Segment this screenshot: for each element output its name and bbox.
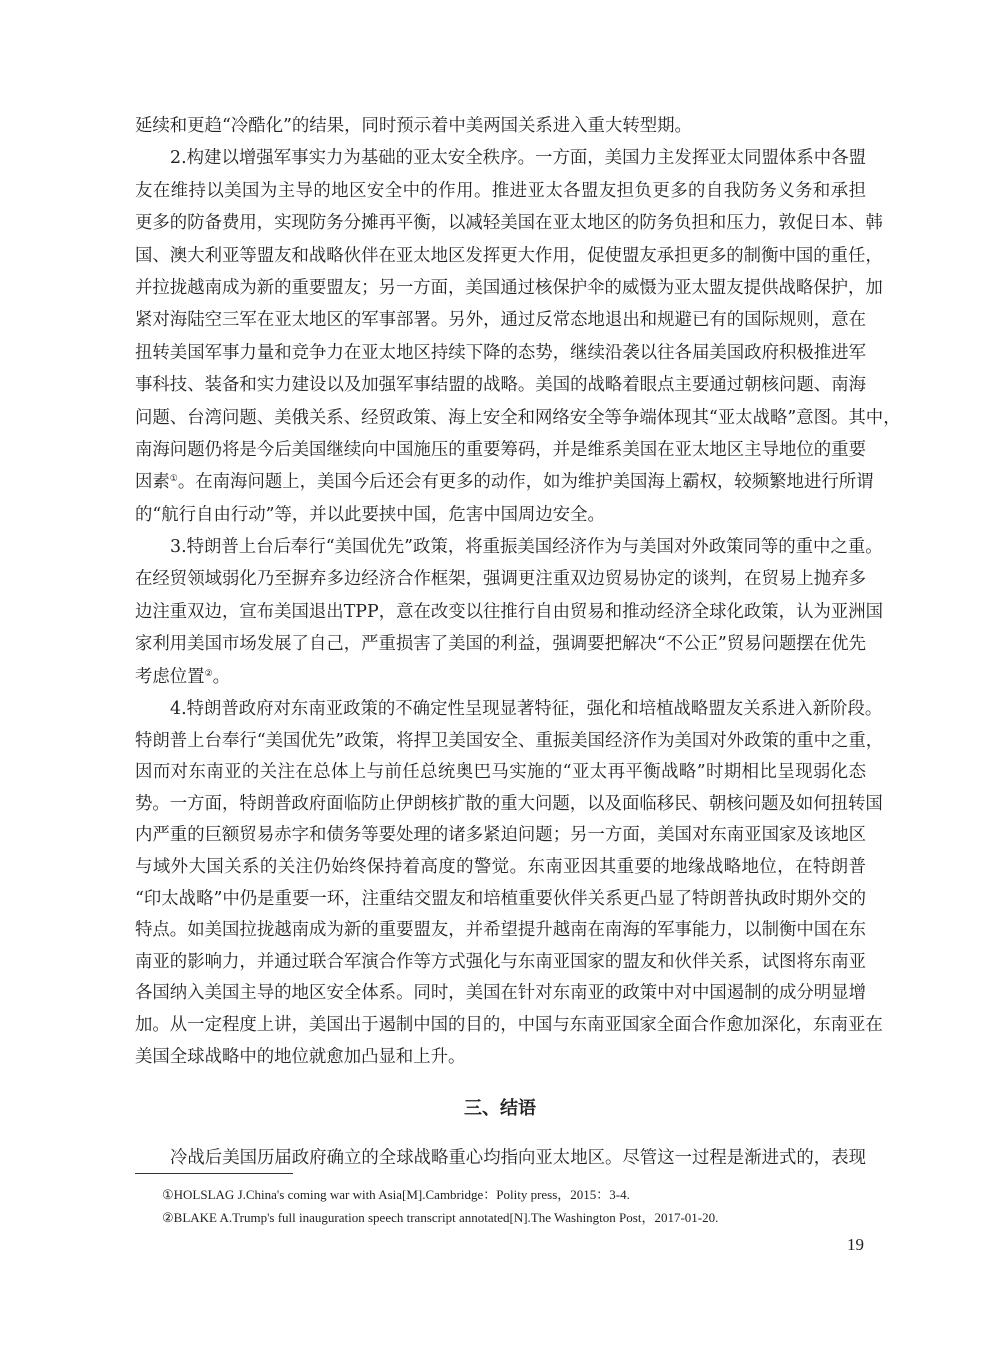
page-number: 19 <box>847 1235 864 1254</box>
text: 因素 <box>135 472 170 493</box>
paragraph-2 <box>135 142 901 531</box>
paragraph-line: 边注重双边，宣布美国退出TPP，意在改变以往推行自由贸易和推动经济全球化政策，认为亚洲国 <box>135 601 884 622</box>
text: 。 <box>212 666 231 687</box>
paragraph-line: 加。从一定程度上讲，美国出于遏制中国的目的，中国与东南亚国家全面合作愈加深化，东南亚在 <box>135 1014 883 1035</box>
paragraph-line: 扭转美国军事力量和竞争力在亚太地区持续下降的态势，继续沿袭以往各届美国政府积极推进军 <box>135 342 866 363</box>
paragraph-line: 4.特朗普政府对东南亚政策的不确定性呈现显著特征，强化和培植战略盟友关系进入新阶段。 <box>170 699 883 719</box>
paragraph-3 <box>135 531 884 693</box>
footnote-divider <box>135 1173 293 1174</box>
paragraph-line: 并拉拢越南成为新的重要盟友；另一方面，美国通过核保护伞的威慑为亚太盟友提供战略保护，加 <box>135 277 883 298</box>
paragraph-line: 各国纳入美国主导的地区安全体系。同时，美国在针对东南亚的政策中对中国遏制的成分明显增 <box>135 983 866 1004</box>
paragraph-line: 友在维持以美国为主导的地区安全中的作用。推进亚太各盟友担负更多的自我防务义务和承担 <box>135 180 866 201</box>
paragraph-line: 美国全球战略中的地位就愈加凸显和上升。 <box>135 1046 466 1067</box>
paragraph-line: 特朗普上台奉行“美国优先”政策，将捍卫美国安全、重振美国经济作为美国对外政策的重中之重， <box>135 730 884 751</box>
paragraph-line <box>135 466 874 498</box>
paragraph-line: 事科技、装备和实力建设以及加强军事结盟的战略。美国的战略着眼点主要通过朝核问题、南海 <box>135 375 866 396</box>
section-heading: 三、结语 <box>464 1098 536 1119</box>
paragraph-line: 3.特朗普上台后奉行“美国优先”政策，将重振美国经济作为与美国对外政策同等的重中之重。 <box>170 537 883 558</box>
text: 。在南海问题上，美国今后还会有更多的动作，如为维护美国海上霸权，较频繁地进行所谓 <box>177 472 874 493</box>
paragraph-line: 在经贸领域弱化乃至摒弃多边经济合作框架，强调更注重双边贸易协定的谈判，在贸易上抛弃多 <box>135 569 866 590</box>
paragraph-line: 特点。如美国拉拢越南成为新的重要盟友，并希望提升越南在南海的军事能力，以制衡中国在东 <box>135 920 866 941</box>
paragraph-4 <box>135 694 884 1073</box>
paragraph-line: 冷战后美国历届政府确立的全球战略重心均指向亚太地区。尽管这一过程是渐进式的，表现 <box>170 1148 866 1168</box>
paragraph-line: 更多的防备费用，实现防务分摊再平衡，以减轻美国在亚太地区的防务负担和压力，敦促日本、韩 <box>135 213 883 234</box>
footnote-1: ①HOLSLAG J.China's coming war with Asia[M].Cambridge：Polity press，2015：3-4. <box>162 1187 630 1202</box>
paragraph-line: 势。一方面，特朗普政府面临防止伊朗核扩散的重大问题，以及面临移民、朝核问题及如何扭转国 <box>135 793 883 814</box>
paragraph-line: 南亚的影响力，并通过联合军演合作等方式强化与东南亚国家的盟友和伙伴关系，试图将东南亚 <box>135 951 866 972</box>
paragraph-line: “印太战略”中仍是重要一环，注重结交盟友和培植重要伙伴关系更凸显了特朗普执政时期外交的 <box>135 888 866 909</box>
body-section-1 <box>135 110 901 693</box>
paragraph-line: 问题、台湾问题、美俄关系、经贸政策、海上安全和网络安全等争端体现其“亚太战略”意图。其中， <box>135 407 901 428</box>
footnote-2: ②BLAKE A.Trump's full inauguration speech transcript annotated[N].The Washington Post，2017-01-20. <box>162 1210 719 1225</box>
paragraph-line: 南海问题仍将是今后美国继续向中国施压的重要筹码，并是维系美国在亚太地区主导地位的重要 <box>135 439 866 460</box>
paragraph-line: 国、澳大利亚等盟友和战略伙伴在亚太地区发挥更大作用，促使盟友承担更多的制衡中国的重任， <box>135 245 883 266</box>
paragraph-line: 的“航行自由行动”等，并以此要挟中国，危害中国周边安全。 <box>135 504 605 525</box>
paragraph-line <box>135 661 866 693</box>
paragraph-line: 与域外大国关系的关注仍始终保持着高度的警觉。东南亚因其重要的地缘战略地位，在特朗普 <box>135 856 866 877</box>
paragraph-line: 2.构建以增强军事实力为基础的亚太安全秩序。一方面，美国力主发挥亚太同盟体系中各盟 <box>170 148 866 169</box>
text: 考虑位置 <box>135 666 205 687</box>
conclusion-paragraph <box>135 1142 866 1174</box>
paragraph-1-line: 延续和更趋“冷酷化”的结果，同时预示着中美两国关系进入重大转型期。 <box>135 116 692 136</box>
paragraph-line: 紧对海陆空三军在亚太地区的军事部署。另外，通过反常态地退出和规避已有的国际规则，意在 <box>135 310 866 331</box>
paragraph-line: 因而对东南亚的关注在总体上与前任总统奥巴马实施的“亚太再平衡战略”时期相比呈现弱化态 <box>135 762 866 783</box>
footnote-ref-2[interactable]: ② <box>204 668 213 679</box>
footnote-ref-1[interactable]: ① <box>169 474 178 485</box>
paragraph-line: 内严重的巨额贸易赤字和债务等要处理的诸多紧迫问题；另一方面，美国对东南亚国家及该地区 <box>135 825 866 846</box>
paragraph-line: 家利用美国市场发展了自己，严重损害了美国的利益，强调要把解决“不公正”贸易问题摆在优先 <box>135 634 866 655</box>
